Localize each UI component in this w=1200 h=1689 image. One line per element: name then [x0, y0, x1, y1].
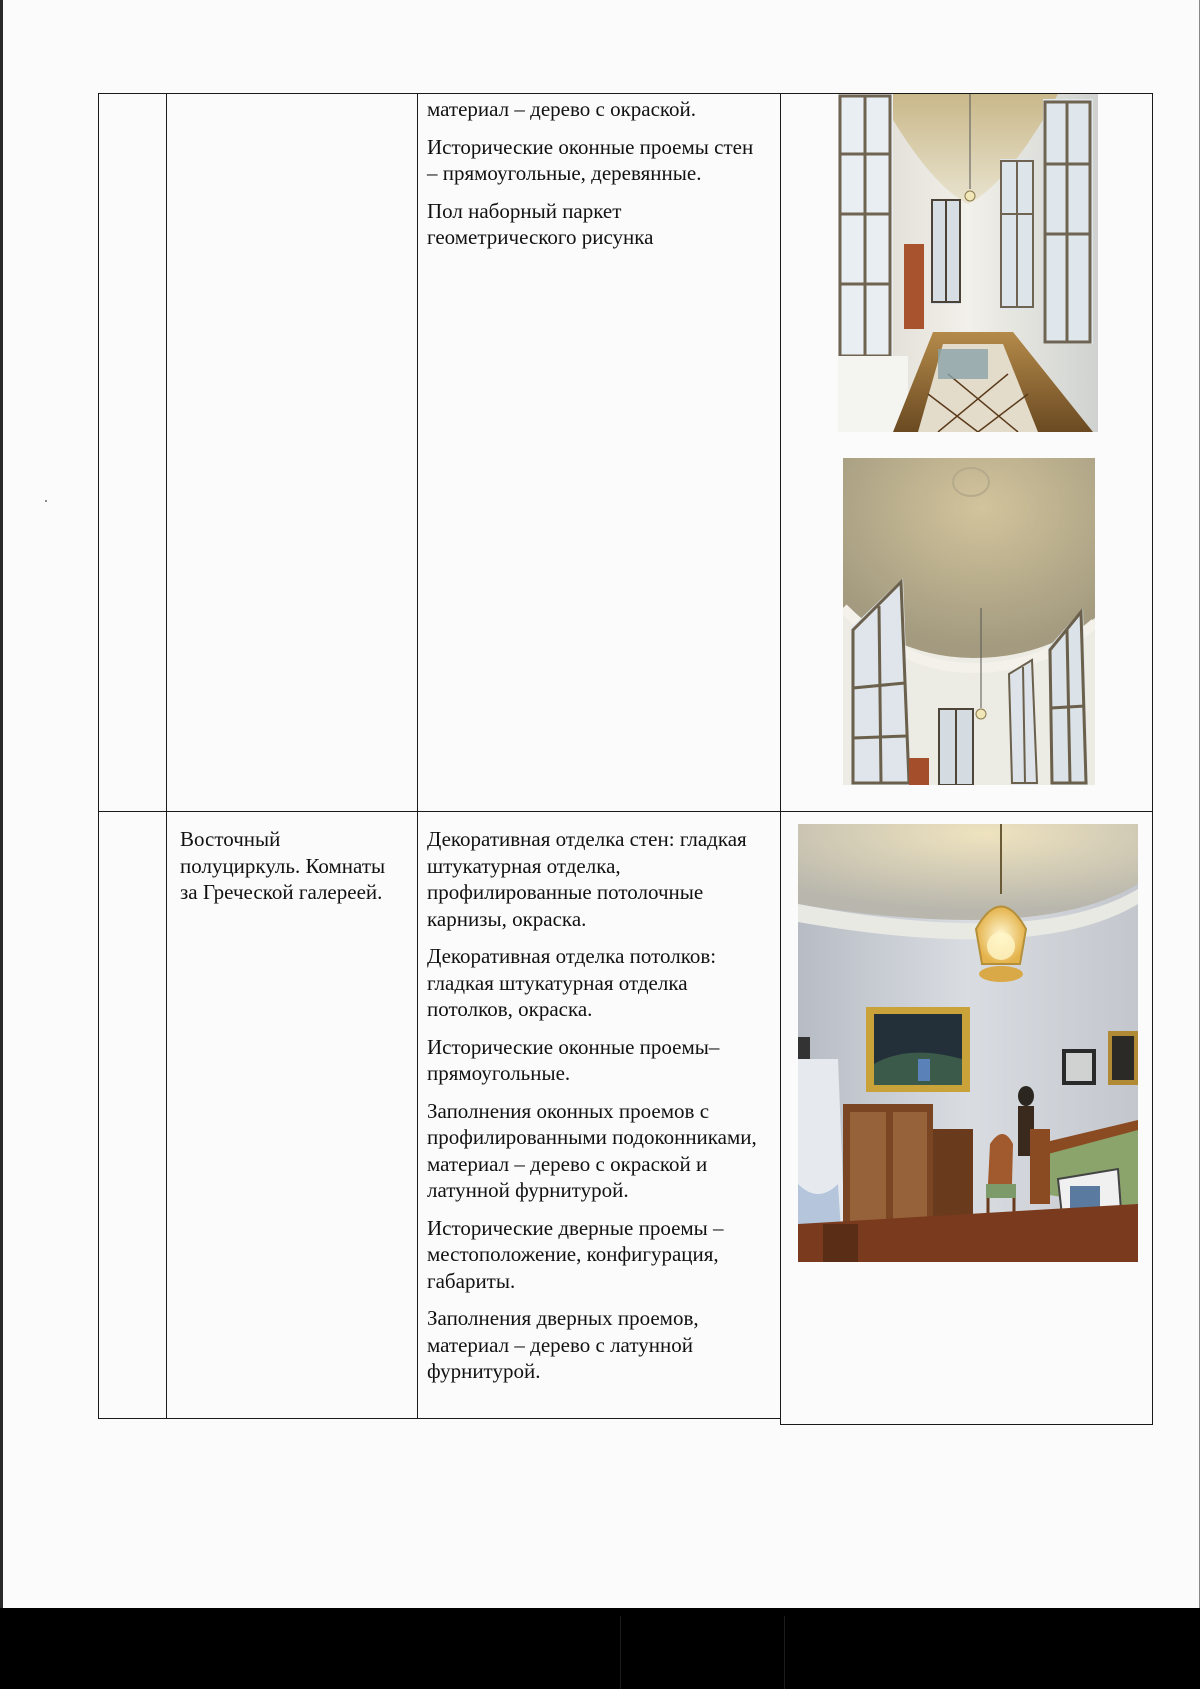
scan-left-edge — [0, 0, 3, 1610]
table-right-border — [1152, 93, 1153, 1425]
row1-description — [427, 96, 762, 262]
table-bottom-border — [98, 1418, 780, 1419]
scan-speck — [45, 500, 47, 502]
table-bottom-border-right — [780, 1424, 1153, 1425]
column-divider-3 — [780, 93, 781, 1424]
photo-curved-gallery-ceiling — [843, 458, 1095, 785]
column-divider-2 — [417, 93, 418, 1419]
column-divider-1 — [166, 93, 167, 1419]
row2-paragraph: Заполнения дверных проемов, материал – дерево с латунной фурнитурой. — [427, 1306, 699, 1383]
row-divider — [98, 811, 1153, 812]
row2-paragraph: Исторические оконные проемы– прямоугольные. — [427, 1034, 720, 1085]
row1-paragraph: материал – дерево с окраской. — [427, 97, 697, 121]
row2-description — [427, 826, 767, 1396]
scan-bottom-bar — [0, 1608, 1200, 1689]
row1-paragraph: Исторические оконные проемы стен – прямоугольные, деревянные. — [427, 134, 754, 185]
table-left-border — [98, 93, 99, 1419]
photo-room-with-chandelier — [798, 824, 1138, 1262]
row2-paragraph: Исторические дверные проемы – местоположение, конфигурация, габариты. — [427, 1215, 724, 1293]
photo-curved-gallery-windows-icon — [838, 94, 1098, 432]
photo-curved-gallery-ceiling-icon — [843, 458, 1095, 785]
row2-paragraph: Декоративная отделка потолков: гладкая штукатурная отделка потолков, окраска. — [427, 944, 717, 1021]
photo-curved-gallery-windows — [838, 94, 1098, 432]
photo-room-with-chandelier-icon — [798, 824, 1138, 1262]
row2-paragraph: Заполнения оконных проемов с профилированными подоконниками, материал – дерево с окраской и латунной фурнитурой. — [427, 1098, 757, 1202]
room-name: Восточный полуциркуль. Комнаты за Греческой галереей. — [180, 827, 386, 904]
scan-seam — [620, 1616, 621, 1689]
scan-seam — [784, 1616, 785, 1689]
row2-paragraph: Декоративная отделка стен: гладкая штукатурная отделка, профилированные потолочные карнизы, окраска. — [427, 827, 747, 931]
row1-paragraph: Пол наборный паркет геометрического рисунка — [427, 198, 654, 249]
